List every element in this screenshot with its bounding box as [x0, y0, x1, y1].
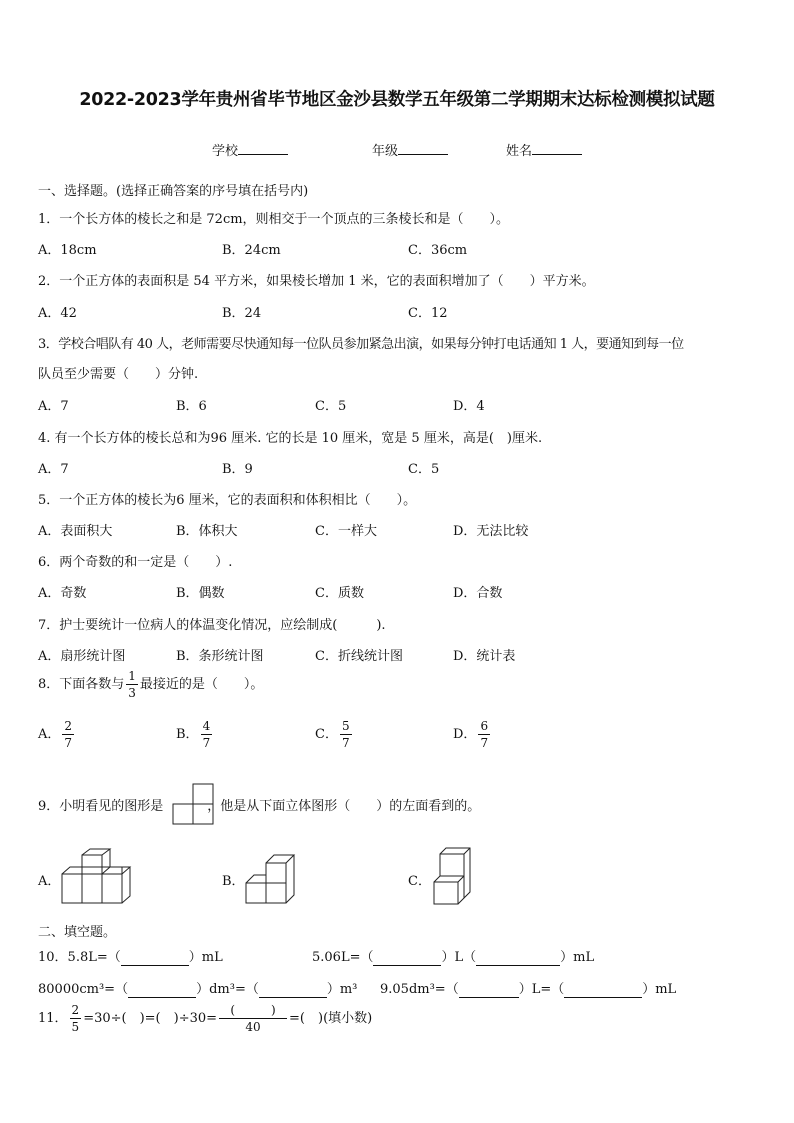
- section2-heading: 二、填空题。: [38, 925, 117, 940]
- q11-middle: =30÷( )=( )÷30=: [83, 1011, 218, 1026]
- q11-fraction-numerator: 2: [71, 1003, 80, 1017]
- q10-part-a: 10．5.8L=（: [38, 950, 121, 965]
- q5-option-d[interactable]: D．无法比较: [453, 524, 529, 539]
- q9-side-view-figure: [171, 782, 217, 826]
- q4-option-c[interactable]: C．5: [408, 462, 440, 477]
- q9-option-b-figure[interactable]: [244, 849, 306, 905]
- q10-blank-3[interactable]: [476, 950, 560, 966]
- q10-part-b: ）mL: [188, 950, 223, 965]
- q7-option-c[interactable]: C．折线统计图: [315, 649, 403, 664]
- q8-option-d[interactable]: [453, 720, 492, 749]
- q8-option-d-denominator: 7: [480, 736, 489, 750]
- q10-blank-1[interactable]: [121, 950, 189, 966]
- q8-option-b-numerator: 4: [202, 719, 211, 733]
- q8-option-a-fraction: [62, 720, 74, 749]
- q11-fraction: [70, 1004, 82, 1033]
- q10-part-d: ）L（: [441, 950, 477, 965]
- q8-option-b-denominator: 7: [202, 736, 211, 750]
- grade-label: 年级: [372, 144, 399, 159]
- q8-fraction-denominator: 3: [128, 686, 136, 700]
- q11-fraction-2-denominator: 40: [245, 1020, 261, 1034]
- q6-text: 6．两个奇数的和一定是（ ）.: [38, 555, 233, 570]
- q2-option-c[interactable]: C．12: [408, 306, 448, 321]
- q11-text: [38, 1004, 372, 1033]
- name-blank[interactable]: [532, 141, 582, 155]
- q10-part-j: ）L=（: [518, 982, 565, 997]
- q11-fraction-2[interactable]: [219, 1004, 287, 1033]
- q8-option-b-label: B．: [176, 727, 199, 742]
- q8-option-a-numerator: 2: [64, 719, 73, 733]
- page-title: 2022-2023学年贵州省毕节地区金沙县数学五年级第二学期期末达标检测模拟试题: [79, 90, 715, 110]
- q10-part-k: ）mL: [642, 982, 677, 997]
- q8-text: [38, 670, 263, 699]
- q3-option-d[interactable]: D．4: [453, 399, 485, 414]
- q7-option-d[interactable]: D．统计表: [453, 649, 516, 664]
- q10-blank-7[interactable]: [564, 982, 642, 998]
- q7-option-b[interactable]: B．条形统计图: [176, 649, 264, 664]
- q4-option-b[interactable]: B．9: [222, 462, 253, 477]
- q10-blank-4[interactable]: [128, 982, 196, 998]
- q11-prefix: 11．: [38, 1011, 68, 1026]
- q10-part-e: ）mL: [560, 950, 595, 965]
- q6-option-d[interactable]: D．合数: [453, 586, 503, 601]
- q9-suffix: ，他是从下面立体图形（ ）的左面看到的。: [207, 799, 481, 814]
- school-field[interactable]: [212, 140, 288, 159]
- q9-text: [38, 795, 480, 814]
- section1-heading: 一、选择题。(选择正确答案的序号填在括号内): [38, 184, 309, 199]
- q9-option-c-figure[interactable]: [430, 844, 476, 906]
- q10-blank-6[interactable]: [459, 982, 519, 998]
- q10-row-1-right: [312, 946, 594, 966]
- q8-suffix: 最接近的是（ ）。: [139, 677, 264, 692]
- q8-option-c-denominator: 7: [341, 736, 350, 750]
- q3-text-2: 队员至少需要（ ）分钟.: [38, 367, 199, 382]
- q10-part-c: 5.06L=（: [312, 950, 374, 965]
- q3-option-c[interactable]: C．5: [315, 399, 347, 414]
- q6-option-a[interactable]: A．奇数: [38, 586, 87, 601]
- q11-suffix: =( )(填小数): [289, 1011, 373, 1026]
- q2-option-b[interactable]: B．24: [222, 306, 262, 321]
- name-field[interactable]: [506, 140, 582, 159]
- q8-fraction: [126, 670, 138, 699]
- q9-option-a-figure[interactable]: [60, 847, 144, 905]
- q10-blank-5[interactable]: [259, 982, 327, 998]
- q7-option-a[interactable]: A．扇形统计图: [38, 649, 126, 664]
- q4-option-a[interactable]: A．7: [38, 462, 69, 477]
- q8-option-c-numerator: 5: [341, 719, 350, 733]
- q10-row-2: [38, 978, 357, 998]
- grade-blank[interactable]: [398, 141, 448, 155]
- q2-option-a[interactable]: A．42: [38, 306, 77, 321]
- q3-text: 3．学校合唱队有 40 人，老师需要尽快通知每一位队员参加紧急出演，如果每分钟打电话通知 1 人，要通知到每一位: [38, 337, 684, 352]
- q8-option-b[interactable]: [176, 720, 214, 749]
- name-label: 姓名: [506, 144, 533, 159]
- q8-option-c-label: C．: [315, 727, 338, 742]
- q10-part-i: 9.05dm³=（: [380, 982, 459, 997]
- school-blank[interactable]: [238, 141, 288, 155]
- q11-fraction-2-numerator: ( ): [219, 1004, 287, 1019]
- q8-option-d-fraction: [478, 720, 490, 749]
- q9-option-a-label[interactable]: A．: [38, 874, 61, 889]
- q5-text: 5．一个正方体的棱长为6 厘米，它的表面积和体积相比（ ）。: [38, 493, 417, 508]
- q8-option-d-numerator: 6: [480, 719, 489, 733]
- q10-part-f: 80000cm³=（: [38, 982, 129, 997]
- q10-part-g: ）dm³=（: [196, 982, 259, 997]
- q10-row-2-right: [380, 978, 676, 998]
- q1-option-a[interactable]: A．18cm: [38, 243, 97, 258]
- q4-text: 4. 有一个长方体的棱长总和为96 厘米. 它的长是 10 厘米，宽是 5 厘米，高是( )厘米.: [38, 431, 543, 446]
- q1-text: 1．一个长方体的棱长之和是 72cm，则相交于一个顶点的三条棱长和是（ ）。: [38, 212, 510, 227]
- q8-option-a[interactable]: [38, 720, 76, 749]
- q1-option-b[interactable]: B．24cm: [222, 243, 281, 258]
- q8-option-c[interactable]: [315, 720, 354, 749]
- q5-option-a[interactable]: A．表面积大: [38, 524, 113, 539]
- q2-text: 2．一个正方体的表面积是 54 平方米，如果棱长增加 1 米，它的表面积增加了（ ）平方米。: [38, 274, 595, 289]
- q8-option-a-denominator: 7: [64, 736, 73, 750]
- q5-option-b[interactable]: B．体积大: [176, 524, 238, 539]
- q6-option-c[interactable]: C．质数: [315, 586, 364, 601]
- q10-blank-2[interactable]: [373, 950, 441, 966]
- q9-option-b-label[interactable]: B．: [222, 874, 245, 889]
- q8-fraction-numerator: 1: [128, 669, 136, 683]
- q3-option-a[interactable]: A．7: [38, 399, 69, 414]
- q8-option-d-label: D．: [453, 727, 477, 742]
- q3-option-b[interactable]: B．6: [176, 399, 207, 414]
- q5-option-c[interactable]: C．一样大: [315, 524, 377, 539]
- q8-option-c-fraction: [340, 720, 352, 749]
- q9-option-c-label[interactable]: C．: [408, 874, 431, 889]
- q8-option-a-label: A．: [38, 727, 61, 742]
- q11-fraction-denominator: 5: [71, 1020, 80, 1034]
- q8-option-b-fraction: [201, 720, 213, 749]
- q8-prefix: 8．下面各数与: [38, 677, 125, 692]
- q10-part-h: ）m³: [326, 982, 358, 997]
- q6-option-b[interactable]: B．偶数: [176, 586, 225, 601]
- q7-text: 7．护士要统计一位病人的体温变化情况，应绘制成( ).: [38, 618, 386, 633]
- grade-field[interactable]: [372, 140, 448, 159]
- q1-option-c[interactable]: C．36cm: [408, 243, 468, 258]
- q9-prefix: 9．小明看见的图形是: [38, 799, 164, 814]
- q10-row-1: [38, 946, 223, 966]
- school-label: 学校: [212, 144, 239, 159]
